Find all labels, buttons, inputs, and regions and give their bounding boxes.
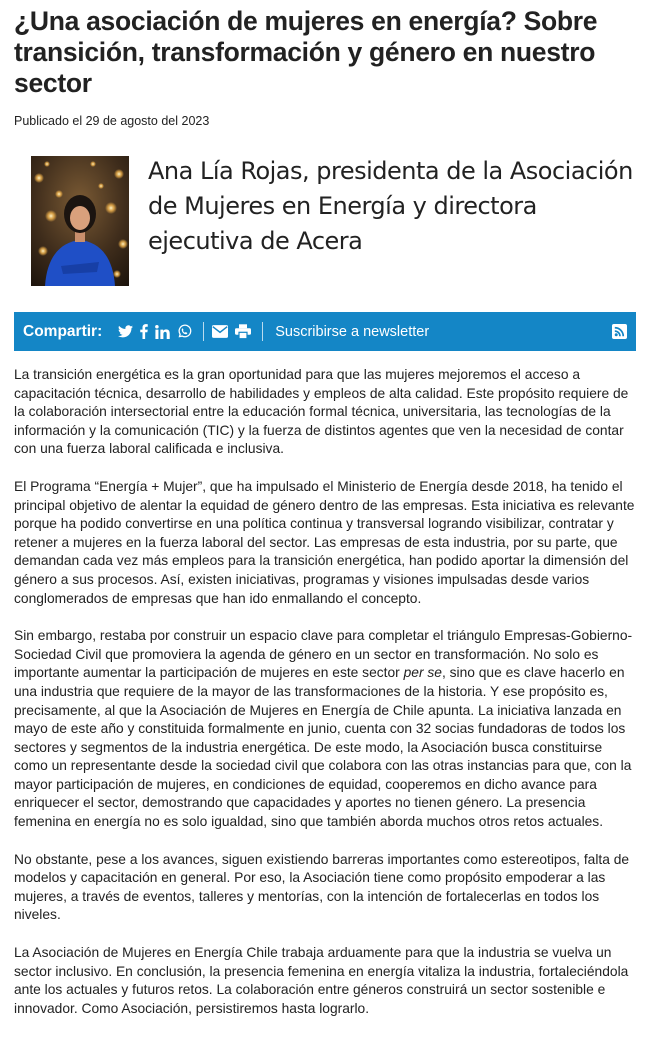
paragraph-1: La transición energética es la gran oportunidad para que las mujeres mejoremos el acceso a capacitación técnica, desarrollo de habilidades y empleos de alta calidad. Este propósito requiere de la colaboración intersectorial entre la educación formal técnica, universitaria, las tecnologías de la información y la comunicación (TIC) y la fuerza de distintos agentes que ven la necesidad de contar con una fuerza laboral calificada e inclusiva. [14,367,629,457]
linkedin-icon[interactable] [155,322,170,342]
newsletter-link[interactable]: Suscribirse a newsletter [275,323,430,340]
paragraph-3-part-a: Sin embargo, restaba por construir un espacio clave para completar el triángulo Empresas-Gobierno- Sociedad Civil que promoviera la agenda de género en un sector en transformación. No solo es importante aumentar la participación de mujeres en este sector [14,628,633,681]
share-divider [203,322,204,341]
publish-date: Publicado el 29 de agosto del 2023 [14,114,210,128]
facebook-icon[interactable] [140,322,148,342]
paragraph-2: El Programa “Energía + Mujer”, que ha impulsado el Ministerio de Energía desde 2018, ha tenido el principal objetivo de alentar la equidad de género dentro de las empresas. Esta iniciativa es relevante porque ha podido convertirse en una política continua y transversal logrando visibilizar, contratar y retener a mujeres en la fuerza laboral del sector. Las empresas de esta industria, por su parte, que demandan cada vez más empleos para la transición energética, han podido aportar la dimensión del género a sus procesos. Así, existen iniciativas, programas y visiones impulsadas desde varios conglomerados de empresas que han ido enmallando el concepto. [14,478,635,606]
paragraph-3-part-b: , sino que es clave hacerlo en una industria que requiere de la mayor de las transformaciones de la historia. Y ese propósito es, precisamente, al que la Asociación de Mujeres en Energía de Chile apunta. La iniciativa lanzada en mayo de este año y constituida formalmente en junio, cuenta con 32 socias fundadoras de todos los sectores y segmentos de la industria energética. De este modo, la Asociación busca constituirse como un representante desde la sociedad civil que colabora con las otras instancias para que, con la mayor participación de mujeres, en condiciones de equidad, cooperemos en dicho avance para enriquecer el sector, demostrando que capacidades y aportes no tienen género. La presencia femenina en energía no es solo igualdad, sino que también aborda muchos otros retos actuales. [14,665,632,830]
paragraph-3 [14,627,636,832]
paragraph-4: No obstante, pese a los avances, siguen existiendo barreras importantes como estereotipos, falta de modelos y capacitación en general. Por eso, la Asociación tiene como propósito empoderar a las mujeres, a través de eventos, talleres y mentorías, con la intención de fortalecerlas en todos los niveles. [14,851,630,923]
share-divider [262,322,263,341]
author-portrait-image [31,156,129,286]
article-body [14,366,636,1037]
author-name: Ana Lía Rojas, presidenta de la Asociación de Mujeres en Energía y directora ejecutiva de Acera [148,157,633,255]
article-title: ¿Una asociación de mujeres en energía? Sobre transición, transformación y género en nuestro sector [14,6,598,98]
paragraph-5: La Asociación de Mujeres en Energía Chile trabaja arduamente para que la industria se vuelva un sector inclusivo. En conclusión, la presencia femenina en energía vitaliza la industria, fortaleciéndola ante los actuales y futuros retos. La colaboración entre géneros construirá un sector sostenible e innovador. Como Asociación, persistiremos hasta lograrlo. [14,945,629,1016]
share-bar [14,312,636,351]
twitter-icon[interactable] [118,322,133,342]
print-icon[interactable] [235,322,251,342]
rss-icon[interactable] [612,324,627,344]
whatsapp-icon[interactable] [177,322,192,342]
share-label: Compartir: [23,322,103,340]
author-photo [31,156,129,286]
email-icon[interactable] [212,322,228,342]
paragraph-3-emphasis: per se [403,665,442,681]
